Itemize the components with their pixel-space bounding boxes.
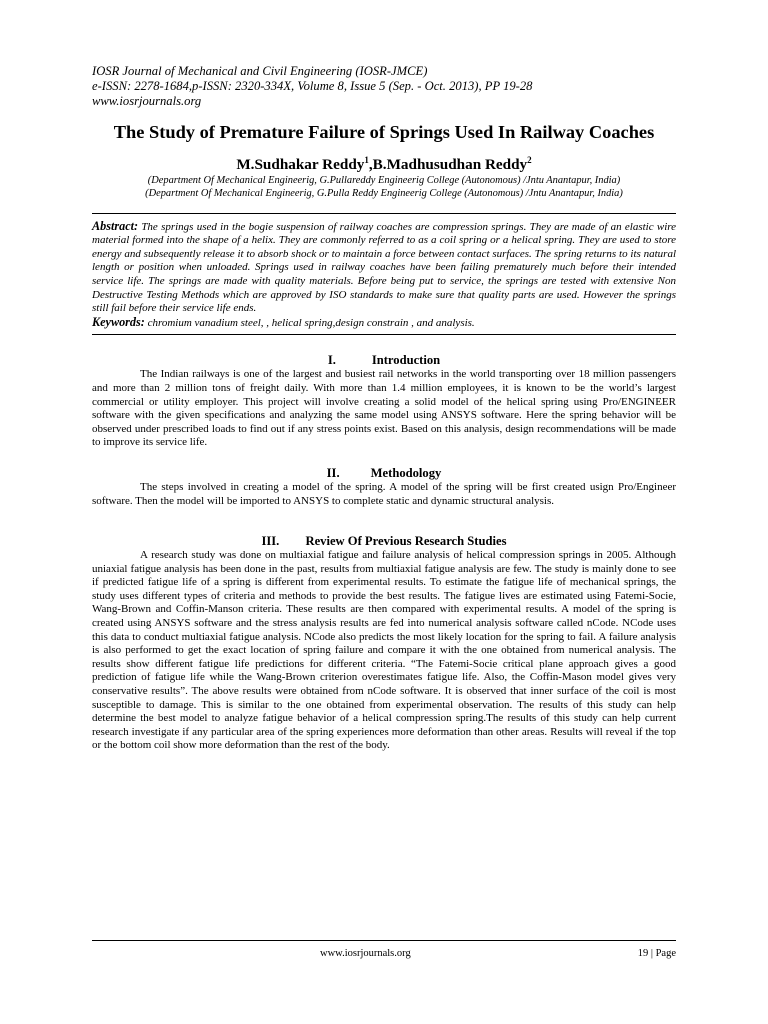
section-body-review: A research study was done on multiaxial fatigue and failure analysis of helical compression springs in 2005. Although uniaxial fatigue analysis has been done in the past, results from multiaxial fatigue analysis are few. The study is mainly done to see if predicted fatigue life of a spring is different from experimental results. To estimate the fatigue life of mechanical springs, the study uses different types of criteria and methods to provide the best results. The fatigue lives are estimated using Fatemi-Socie, Wang-Brown and Coffin-Manson criteria. These results are then compared with experimental results. A model of the spring is created using ANSYS software and the stress analysis results are fed into numerical analysis software called nCode. NCode uses this data to conduct multiaxial fatigue analysis. NCode also predicts the most likely location for the spring to fail. A failure analysis is also performed to get the exact location of spring failure and compare it with the one obtained from numerical analysis. The results show different fatigue life predictions for different criteria. “The Fatemi-Socie critical plane approach gives a good prediction of fatigue life while the Wang-Brown criterion overestimates fatigue life. Also, the Coffin-Mason model gives very conservative results”. The above results were obtained from nCode software. It is observed that inner surface of the coil is most susceptible to damage. This is similar to the one obtained from experimental observation. The results of this study can help determine the best model to analyze fatigue behavior of a helical compression spring.The results of this study can help current research investigate if any particular area of the spring experiences more deformation than other areas. Results will reveal if the top or the bottom coil show more deformation than the rest of the body. [92, 549, 676, 752]
page-number: 19 | Page [637, 948, 676, 959]
section-heading-review [92, 534, 676, 549]
paper-title: The Study of Premature Failure of Springs Used In Railway Coaches [113, 122, 655, 142]
section-heading-introduction [92, 353, 676, 368]
footer-website: www.iosrjournals.org [320, 948, 411, 959]
author-line [92, 150, 676, 175]
section-number: II. [326, 465, 340, 480]
keywords-paragraph [92, 316, 676, 331]
section-number: I. [327, 353, 336, 368]
section-body-methodology: The steps involved in creating a model of the spring. A model of the spring will be first created usign Pro/Engineer software. Then the model will be imported to ANSYS to complete static and dynamic structural analysis. [92, 480, 676, 507]
paper-page [92, 64, 676, 753]
section-body-introduction: The Indian railways is one of the largest and busiest rail networks in the world transporting over 18 million passengers and more than 2 million tons of freight daily. With more than 1.4 million employees, it is known to be the world’s largest commercial or utility employer. This project will involve creating a solid model of the helical spring using Pro/ENGINEER software with the given specifications and analyzing the same model using ANSYS software. Here the spring behavior will be observed under prescribed loads to find out if any stress points exist. Based on this analysis, design recommendations will be made to improve its service life. [92, 368, 676, 449]
journal-name: IOSR Journal of Mechanical and Civil Engineering (IOSR-JMCE) [92, 64, 428, 78]
section-number: III. [261, 534, 280, 549]
page-footer [92, 940, 676, 959]
journal-website: www.iosrjournals.org [92, 94, 202, 108]
journal-header [92, 64, 676, 109]
author-2: B.Madhusudhan Reddy [372, 156, 528, 173]
keywords-text: chromium vanadium steel, , helical spring,design constrain , and analysis. [147, 316, 475, 329]
author-separator: , [368, 156, 373, 173]
section-title: Methodology [370, 465, 442, 480]
affiliation-1: (Department Of Mechanical Engineerig, G.Pullareddy Engineerig College (Autonomous) /Jntu Anantapur, India) [147, 175, 621, 186]
abstract-block [92, 213, 676, 336]
affiliation-2: (Department Of Mechanical Engineerig, G.Pulla Reddy Engineerig College (Autonomous) /Jntu Anantapur, India) [145, 187, 623, 199]
section-heading-methodology [92, 466, 676, 481]
abstract-label: Abstract: [92, 218, 139, 233]
abstract-paragraph [92, 220, 676, 316]
section-title: Introduction [371, 353, 441, 368]
author-1: M.Sudhakar Reddy [236, 156, 365, 173]
author-1-sup: 1 [364, 155, 369, 165]
abstract-text: The springs used in the bogie suspension of railway coaches are compression springs. They are made of an elastic wire material formed into the shape of a helix. They are commonly referred to as a coil spring or a helical spring. They are used to store energy and subsequently release it to absorb shock or to maintain a force between contact surfaces. The spring returns to its natural length or position when unloaded. Springs used in railway coaches have been failing prematurely much before their intended service life. The springs are made with quality materials. Before being put to service, the springs are tested with extensive Non Destructive Testing Methods which are approved by ISO standards to make sure that quality parts are used. However the springs still fail before their service life ends. [92, 220, 677, 315]
section-title: Review Of Previous Research Studies [305, 534, 507, 549]
author-2-sup: 2 [527, 155, 532, 165]
keywords-label: Keywords: [92, 314, 145, 329]
journal-issn: e-ISSN: 2278-1684,p-ISSN: 2320-334X, Volume 8, Issue 5 (Sep. - Oct. 2013), PP 19-28 [92, 79, 533, 93]
